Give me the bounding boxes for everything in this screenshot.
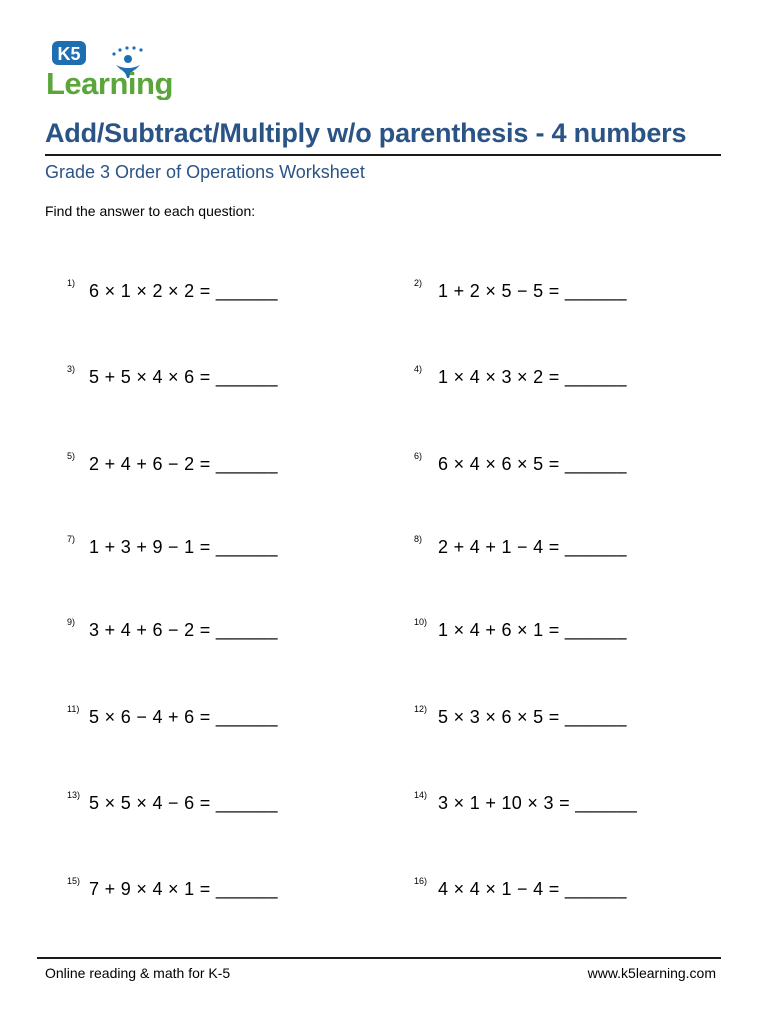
- problem-number: 13): [67, 790, 81, 800]
- problem-number: 4): [414, 364, 423, 374]
- problem-expression: 1 × 4 × 3 × 2 = ______: [438, 367, 627, 387]
- problem-expression: 7 + 9 × 4 × 1 = ______: [89, 879, 278, 899]
- problem-number: 15): [67, 876, 81, 886]
- problem-expression: 5 + 5 × 4 × 6 = ______: [89, 367, 278, 387]
- problem-number: 11): [67, 704, 80, 714]
- problem-expression: 5 × 5 × 4 − 6 = ______: [89, 793, 278, 813]
- problem-expression: 5 × 6 − 4 + 6 = ______: [89, 707, 278, 727]
- problem-expression: 3 × 1 + 10 × 3 = ______: [438, 793, 638, 813]
- problem-expression: 5 × 3 × 6 × 5 = ______: [438, 707, 627, 727]
- problem-number: 5): [67, 451, 76, 461]
- problem-number: 9): [67, 617, 76, 627]
- problem-expression: 6 × 4 × 6 × 5 = ______: [438, 454, 627, 474]
- footer-website-link[interactable]: www.k5learning.com: [587, 965, 716, 981]
- k5-learning-logo: [44, 38, 184, 100]
- problem-expression: 3 + 4 + 6 − 2 = ______: [89, 620, 278, 640]
- problem-expression: 1 + 2 × 5 − 5 = ______: [438, 281, 627, 301]
- problem-number: 16): [414, 876, 428, 886]
- logo-stars-icon: [112, 46, 142, 55]
- problem-number: 7): [67, 534, 76, 544]
- footer-tagline: Online reading & math for K-5: [45, 965, 231, 981]
- problem-expression: 1 × 4 + 6 × 1 = ______: [438, 620, 627, 640]
- logo-wordmark: Learning: [46, 66, 173, 100]
- worksheet-title: Add/Subtract/Multiply w/o parenthesis - 4 numbers: [45, 118, 687, 148]
- problem-expression: 6 × 1 × 2 × 2 = ______: [89, 281, 278, 301]
- logo-graphic: [44, 38, 184, 100]
- problem-number: 12): [414, 704, 428, 714]
- problem-expression: 2 + 4 + 1 − 4 = ______: [438, 537, 627, 557]
- problem-number: 10): [414, 617, 428, 627]
- logo-badge-text: K5: [57, 44, 81, 64]
- problem-expression: 2 + 4 + 6 − 2 = ______: [89, 454, 278, 474]
- problem-number: 1): [67, 278, 76, 288]
- problem-number: 3): [67, 364, 76, 374]
- instructions-text: Find the answer to each question:: [45, 203, 256, 219]
- problem-number: 6): [414, 451, 423, 461]
- problem-expression: 4 × 4 × 1 − 4 = ______: [438, 879, 627, 899]
- footer-divider: [37, 957, 721, 959]
- worksheet-subtitle: Grade 3 Order of Operations Worksheet: [45, 162, 365, 182]
- title-divider: [45, 154, 721, 156]
- problem-number: 14): [414, 790, 428, 800]
- problem-expression: 1 + 3 + 9 − 1 = ______: [89, 537, 278, 557]
- problem-number: 8): [414, 534, 423, 544]
- problem-number: 2): [414, 278, 423, 288]
